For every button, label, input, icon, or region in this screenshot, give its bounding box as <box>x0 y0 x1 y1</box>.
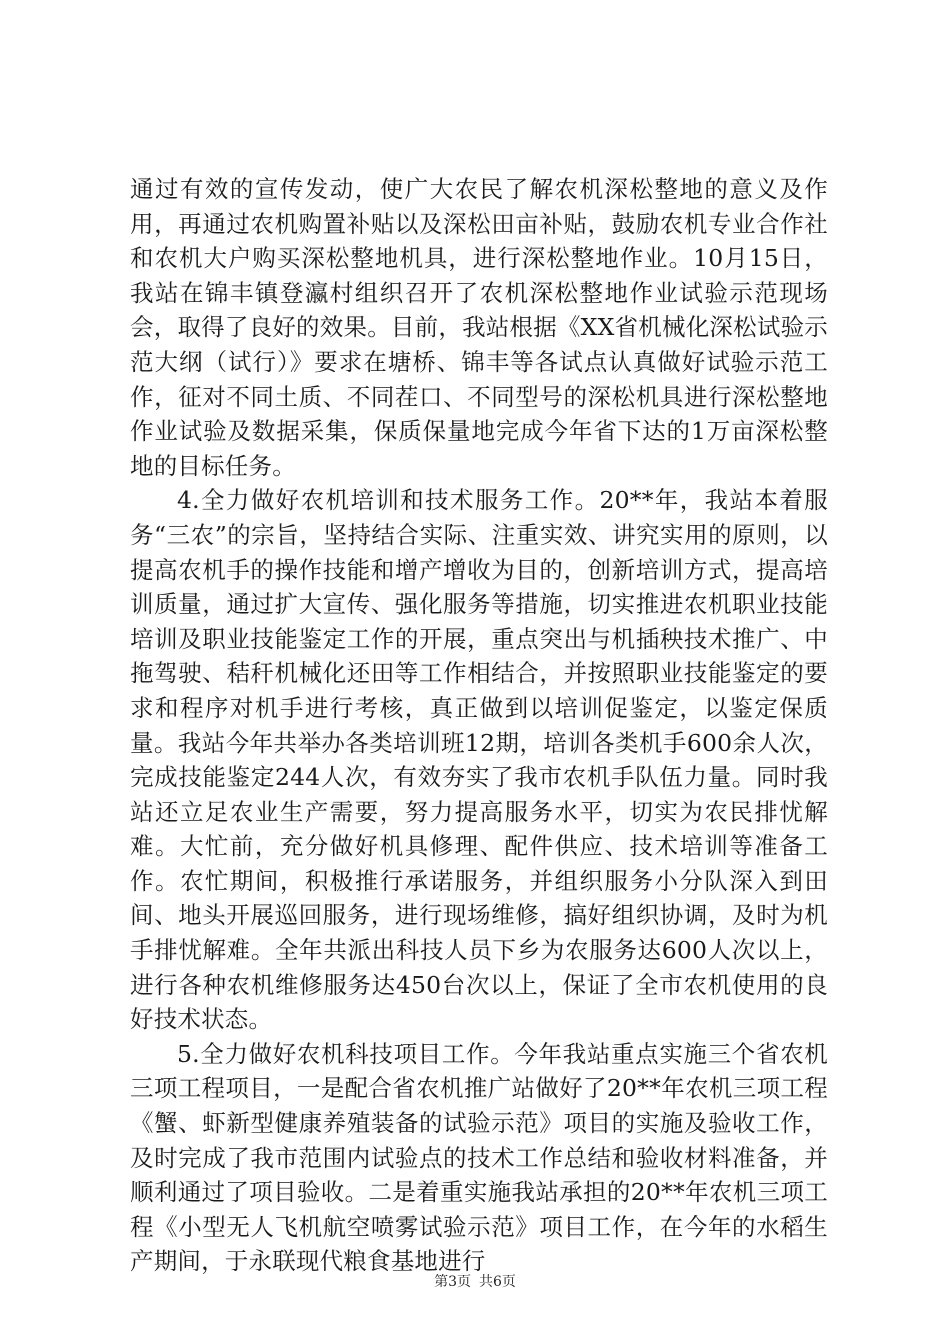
page-total: 共6页 <box>479 1274 516 1290</box>
paragraph-item-5: 5.全力做好农机科技项目工作。今年我站重点实施三个省农机三项工程项目，一是配合省农机推广站做好了20**年农机三项工程《蟹、虾新型健康养殖装备的试验示范》项目的实施及验收工作，及时完成了我市范围内试验点的技术工作总结和验收材料准备，并顺利通过了项目验收。二是着重实施我站承担的20**年农机三项工程《小型无人飞机航空喷雾试验示范》项目工作，在今年的水稻生产期间，于永联现代粮食基地进行 <box>130 1039 828 1276</box>
page-footer <box>0 1272 950 1292</box>
paragraph-item-4: 4.全力做好农机培训和技术服务工作。20**年，我站本着服务“三农”的宗旨，坚持结合实际、注重实效、讲究实用的原则，以提高农机手的操作技能和增产增收为目的，创新培训方式，提高培训质量，通过扩大宣传、强化服务等措施，切实推进农机职业技能培训及职业技能鉴定工作的开展，重点突出与机插秧技术推广、中拖驾驶、秸秆机械化还田等工作相结合，并按照职业技能鉴定的要求和程序对机手进行考核，真正做到以培训促鉴定，以鉴定保质量。我站今年共举办各类培训班12期，培训各类机手600余人次，完成技能鉴定244人次，有效夯实了我市农机手队伍力量。同时我站还立足农业生产需要，努力提高服务水平，切实为农民排忧解难。大忙前，充分做好机具修理、配件供应、技术培训等准备工作。农忙期间，积极推行承诺服务，并组织服务小分队深入到田间、地头开展巡回服务，进行现场维修，搞好组织协调，及时为机手排忧解难。全年共派出科技人员下乡为农服务达600人次以上，进行各种农机维修服务达450台次以上，保证了全市农机使用的良好技术状态。 <box>130 486 828 1034</box>
document-body <box>130 172 828 1279</box>
page-number: 第3页 <box>434 1274 471 1290</box>
paragraph-continuation: 通过有效的宣传发动，使广大农民了解农机深松整地的意义及作用，再通过农机购置补贴以及深松田亩补贴，鼓励农机专业合作社和农机大户购买深松整地机具，进行深松整地作业。10月15日，我站在锦丰镇登瀛村组织召开了农机深松整地作业试验示范现场会，取得了良好的效果。目前，我站根据《XX省机械化深松试验示范大纲（试行）》要求在塘桥、锦丰等各试点认真做好试验示范工作，征对不同土质、不同茬口、不同型号的深松机具进行深松整地作业试验及数据采集，保质保量地完成今年省下达的1万亩深松整地的目标任务。 <box>130 175 828 480</box>
